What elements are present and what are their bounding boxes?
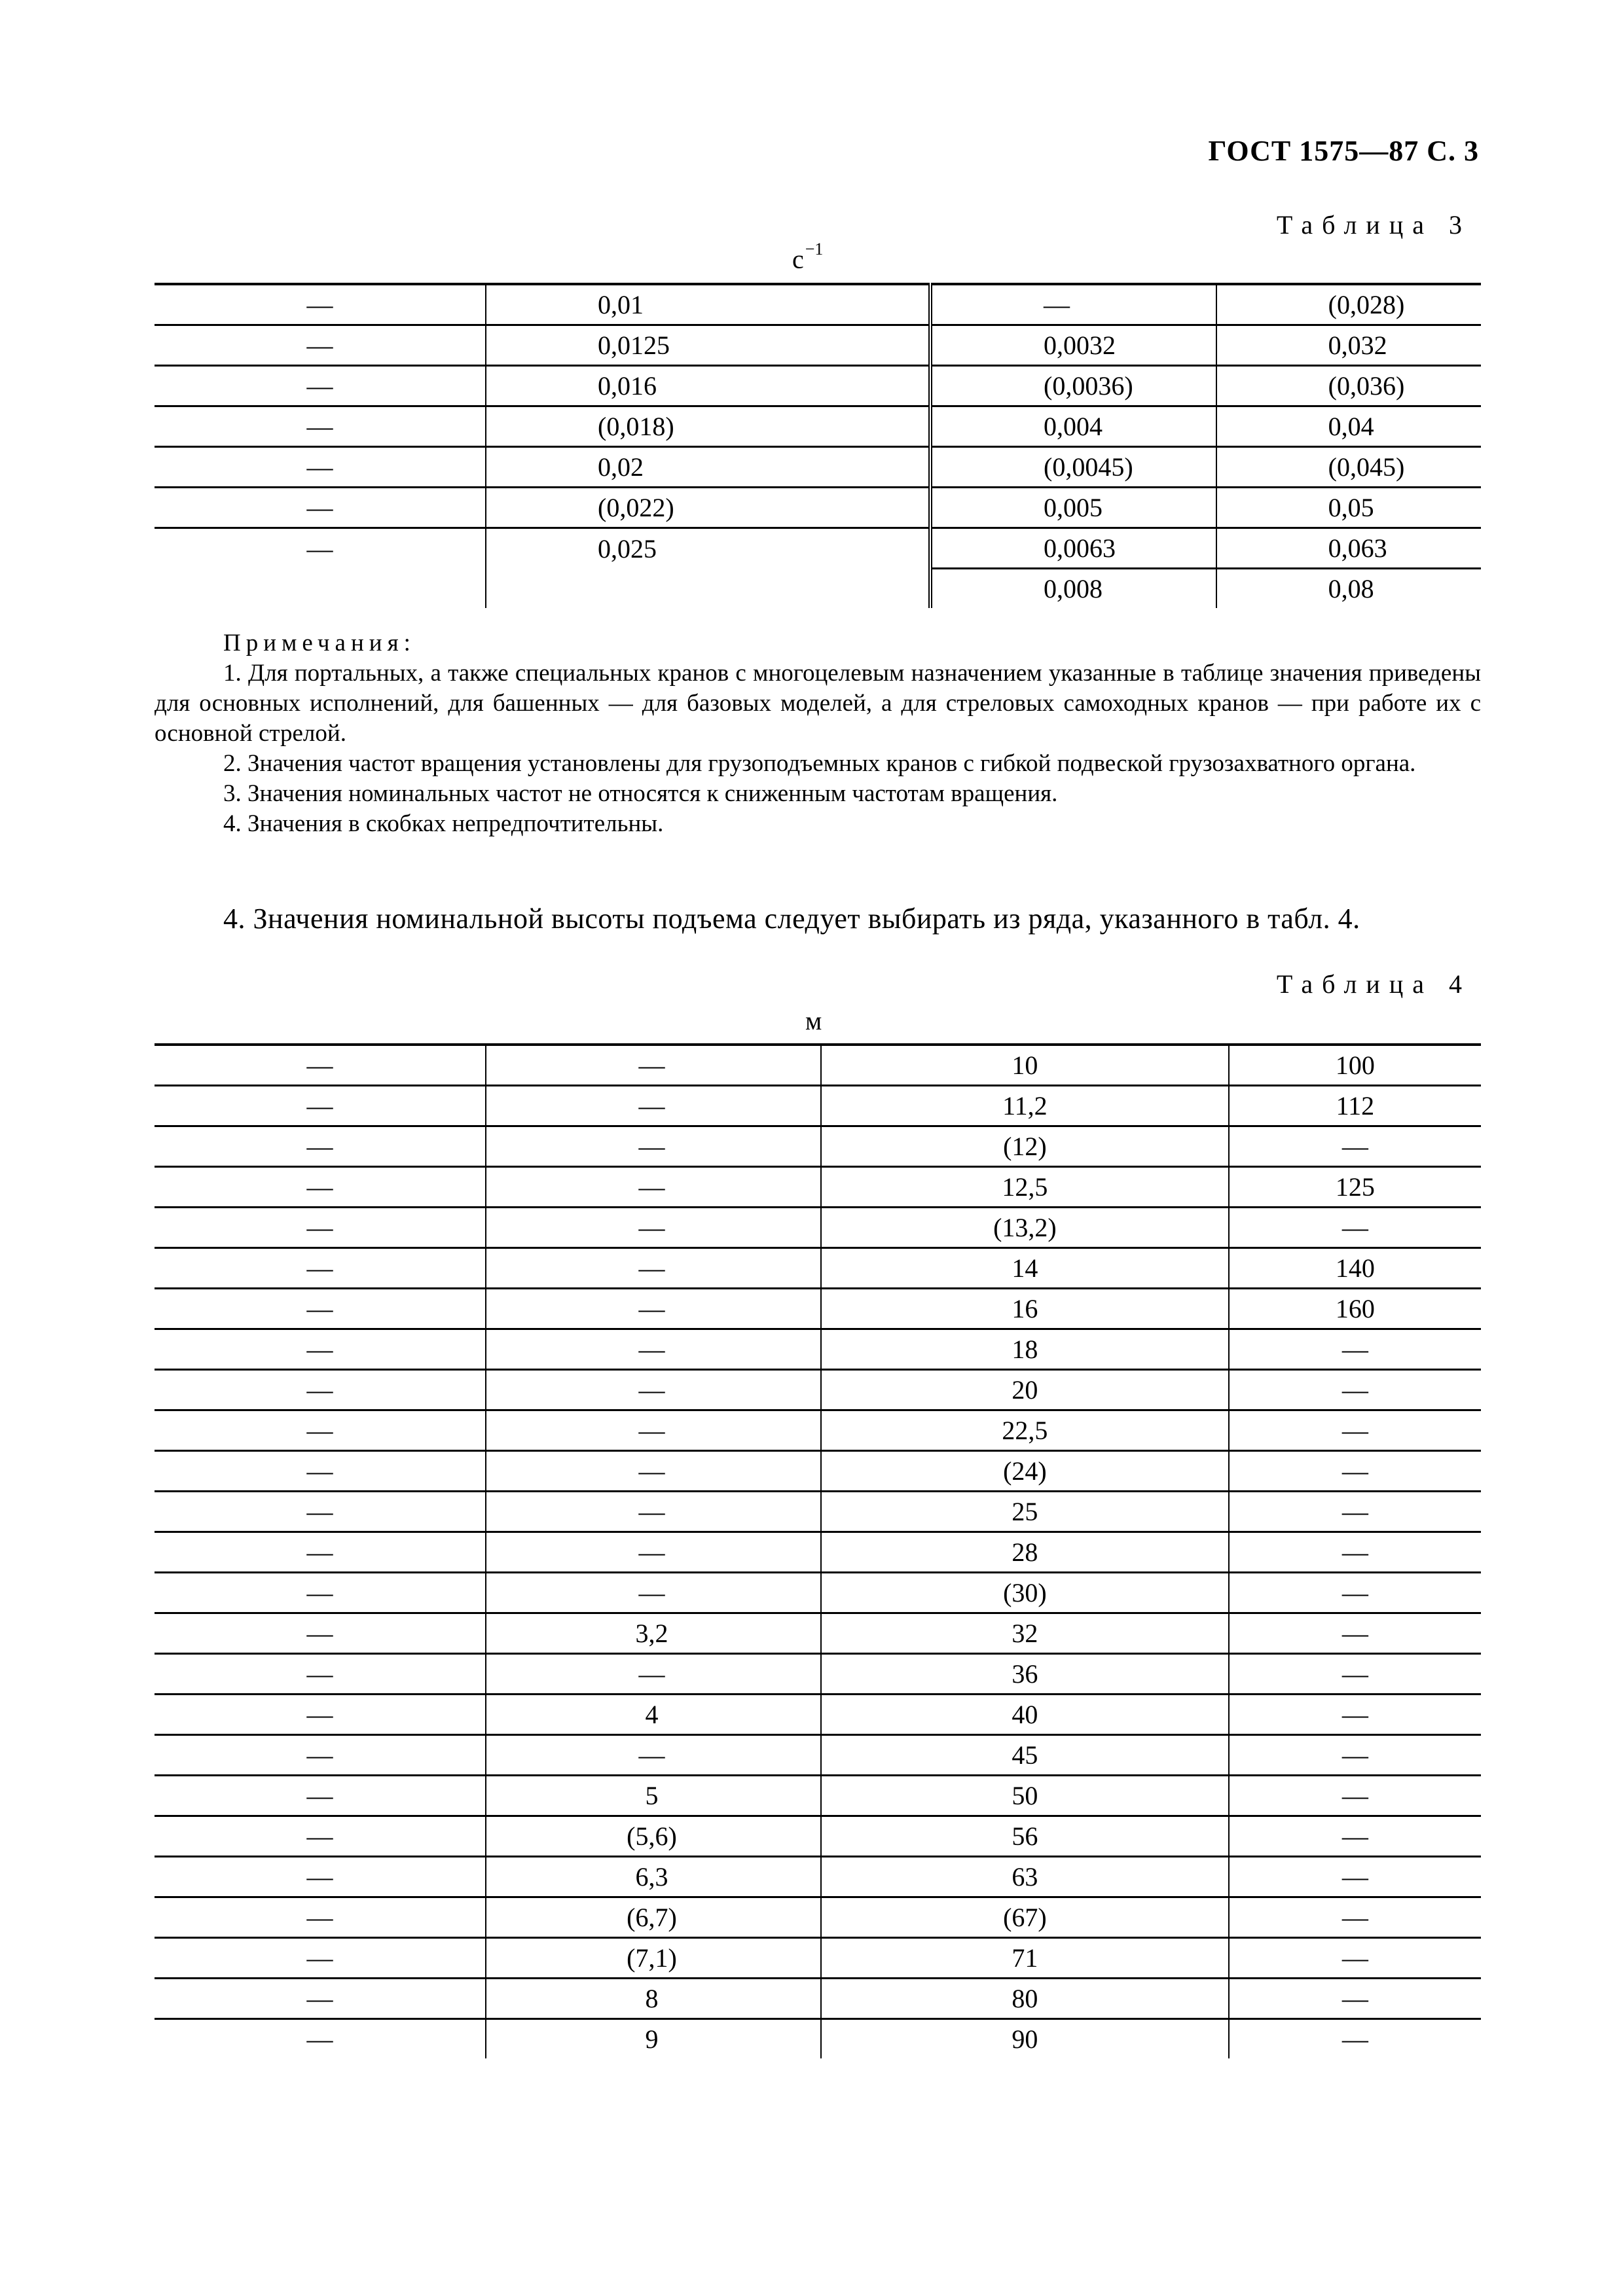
table-cell: — (1229, 1208, 1481, 1248)
table-cell: — (1229, 1126, 1481, 1167)
table-cell: — (155, 1208, 486, 1248)
table-row (155, 1532, 1481, 1573)
note-item: 1. Для портальных, а также специальных кранов с многоцелевым назначением указанные в таблице значения приведены для основных исполнений, для башенных — для базовых моделей, а для стреловых самоходных кранов — при работе их с основной стрелой. (155, 660, 1481, 747)
table-cell: (30) (821, 1573, 1229, 1613)
table-cell: 0,0032 (930, 325, 1216, 366)
table-cell: 11,2 (821, 1086, 1229, 1126)
table-row (155, 1329, 1481, 1370)
table-row (155, 1492, 1481, 1532)
table-cell: 20 (821, 1370, 1229, 1410)
table-row (155, 366, 1481, 406)
table-cell: 14 (821, 1248, 1229, 1289)
table-cell: — (155, 1979, 486, 2019)
table-cell: 0,005 (930, 488, 1216, 528)
table-cell: — (155, 1492, 486, 1532)
table3-unit (792, 240, 824, 274)
table-cell: (67) (821, 1897, 1229, 1938)
table-cell: 5 (486, 1776, 821, 1816)
table-cell: — (486, 1208, 821, 1248)
table-cell: — (155, 1938, 486, 1979)
table-row (155, 569, 1481, 609)
table-cell: — (486, 1289, 821, 1329)
table-cell: — (1229, 1695, 1481, 1735)
table-cell: 0,05 (1216, 488, 1481, 528)
table-cell: 0,0063 (930, 528, 1216, 569)
table-cell: — (1229, 1938, 1481, 1979)
table-cell: — (1229, 1532, 1481, 1573)
table-row (155, 1654, 1481, 1695)
table-cell: (5,6) (486, 1816, 821, 1857)
table-cell: (24) (821, 1451, 1229, 1492)
table3 (155, 283, 1481, 608)
table-cell: — (1229, 1410, 1481, 1451)
table-cell: — (1229, 1370, 1481, 1410)
table-cell: 0,008 (930, 569, 1216, 609)
table-row (155, 1410, 1481, 1451)
table-cell: 0,025 (486, 528, 930, 569)
table-cell: — (155, 1086, 486, 1126)
table-cell: — (155, 284, 486, 325)
note-item: 4. Значения в скобках непредпочтительны. (223, 810, 664, 837)
table-cell: 71 (821, 1938, 1229, 1979)
table-cell: — (1229, 1816, 1481, 1857)
table-cell: (0,0045) (930, 447, 1216, 488)
table-cell: — (486, 1086, 821, 1126)
table-cell: — (155, 1370, 486, 1410)
table-cell: 3,2 (486, 1613, 821, 1654)
table-cell: — (155, 447, 486, 488)
table-cell: (12) (821, 1126, 1229, 1167)
table-row (155, 1695, 1481, 1735)
table-cell: — (486, 1735, 821, 1776)
table-row (155, 1897, 1481, 1938)
table-cell: 112 (1229, 1086, 1481, 1126)
table-cell: — (155, 1451, 486, 1492)
table-row (155, 1289, 1481, 1329)
table-cell (155, 569, 486, 609)
table-cell: — (155, 1735, 486, 1776)
table-row (155, 1086, 1481, 1126)
table-cell: 8 (486, 1979, 821, 2019)
table-cell: (6,7) (486, 1897, 821, 1938)
table-row (155, 1816, 1481, 1857)
table-cell: — (155, 1613, 486, 1654)
table-cell: 0,016 (486, 366, 930, 406)
table-cell: 0,032 (1216, 325, 1481, 366)
notes-title: Примечания: (223, 630, 416, 656)
table-cell: (0,028) (1216, 284, 1481, 325)
table-cell: (0,022) (486, 488, 930, 528)
table-row (155, 2019, 1481, 2059)
table-cell: — (1341, 2024, 1368, 2054)
table-cell: — (155, 1167, 486, 1208)
table-cell: — (1229, 1613, 1481, 1654)
table-row (155, 1735, 1481, 1776)
table-cell: — (1229, 1654, 1481, 1695)
table-cell: 6,3 (486, 1857, 821, 1897)
table-cell: 80 (821, 1979, 1229, 2019)
table-cell: — (486, 1654, 821, 1695)
table-cell: — (486, 1329, 821, 1370)
table-cell: — (486, 1370, 821, 1410)
table-cell: — (1229, 1329, 1481, 1370)
table-cell: 56 (821, 1816, 1229, 1857)
table-row (155, 1167, 1481, 1208)
paragraph-4: 4. Значения номинальной высоты подъема следует выбирать из ряда, указанного в табл. 4. (223, 903, 1360, 935)
table-cell: — (155, 1289, 486, 1329)
table3-caption: Таблица 3 (1276, 210, 1471, 240)
table-cell: — (155, 1248, 486, 1289)
table-cell: — (1229, 1897, 1481, 1938)
table-cell: — (1229, 1857, 1481, 1897)
table-cell: — (155, 1816, 486, 1857)
table-row (155, 1857, 1481, 1897)
table-cell: 0,02 (486, 447, 930, 488)
page-header: ГОСТ 1575—87 С. 3 (1208, 135, 1479, 167)
table-cell: 50 (821, 1776, 1229, 1816)
table-cell: — (1229, 1776, 1481, 1816)
table-row (155, 1248, 1481, 1289)
table4 (155, 1043, 1481, 2058)
table-cell: — (155, 2019, 486, 2059)
table-cell: (0,018) (486, 406, 930, 447)
table4-caption: Таблица 4 (1276, 969, 1471, 999)
table-row (155, 1451, 1481, 1492)
table-row (155, 1938, 1481, 1979)
table-cell: 9 (486, 2019, 821, 2059)
table-cell: 40 (821, 1695, 1229, 1735)
table-cell: — (155, 1410, 486, 1451)
table-row (155, 1208, 1481, 1248)
table-row (155, 1045, 1481, 1086)
table-row (155, 284, 1481, 325)
table-row (155, 406, 1481, 447)
table-row (155, 1613, 1481, 1654)
table-cell: — (155, 1897, 486, 1938)
table-row (155, 1370, 1481, 1410)
table-cell: — (155, 1532, 486, 1573)
table-cell: — (1229, 1573, 1481, 1613)
table-cell: — (155, 366, 486, 406)
table-cell: — (486, 1410, 821, 1451)
table-cell: 0,01 (486, 284, 930, 325)
table-cell: — (155, 406, 486, 447)
table-cell: — (155, 1126, 486, 1167)
table-cell: 140 (1229, 1248, 1481, 1289)
table3-unit-base: с (792, 244, 804, 274)
table-cell: — (1229, 1492, 1481, 1532)
table-cell: (0,045) (1216, 447, 1481, 488)
table-cell: — (155, 1654, 486, 1695)
table-cell: 16 (821, 1289, 1229, 1329)
table-cell: — (155, 325, 486, 366)
table-cell: 22,5 (821, 1410, 1229, 1451)
table-cell: 90 (821, 2019, 1229, 2059)
table-cell: — (486, 1167, 821, 1208)
table-cell: (13,2) (821, 1208, 1229, 1248)
table-cell: 28 (821, 1532, 1229, 1573)
table-row (155, 528, 1481, 569)
table-cell (486, 569, 930, 609)
table-cell: 45 (821, 1735, 1229, 1776)
table-cell: — (1229, 1451, 1481, 1492)
table-cell: 100 (1229, 1045, 1481, 1086)
table-cell: 12,5 (821, 1167, 1229, 1208)
table-cell: — (486, 1573, 821, 1613)
note-item: 3. Значения номинальных частот не относятся к сниженным частотам вращения. (223, 780, 1058, 807)
table-row (155, 447, 1481, 488)
table-cell: 4 (486, 1695, 821, 1735)
table-cell: — (486, 1492, 821, 1532)
note-item: 2. Значения частот вращения установлены для грузоподъемных кранов с гибкой подвеской грузозахватного органа. (223, 750, 1416, 777)
table4-unit: м (805, 1006, 822, 1035)
table-cell: — (155, 1857, 486, 1897)
table-cell: — (1229, 1735, 1481, 1776)
table-cell: 10 (821, 1045, 1229, 1086)
notes-block (155, 628, 1481, 839)
table-cell: (0,0036) (930, 366, 1216, 406)
table-cell: — (1229, 1979, 1481, 2019)
table-cell: 0,0125 (486, 325, 930, 366)
table-row (155, 488, 1481, 528)
table-cell: 32 (821, 1613, 1229, 1654)
table-cell: 25 (821, 1492, 1229, 1532)
table-cell: 0,063 (1216, 528, 1481, 569)
table-row (155, 1776, 1481, 1816)
table-cell: 0,004 (930, 406, 1216, 447)
table-cell: (7,1) (486, 1938, 821, 1979)
table-cell: 63 (821, 1857, 1229, 1897)
table-cell: 125 (1229, 1167, 1481, 1208)
table-cell: — (155, 1776, 486, 1816)
table-cell: — (155, 528, 486, 569)
table-cell: 160 (1229, 1289, 1481, 1329)
table-row (155, 1573, 1481, 1613)
table-cell: — (486, 1045, 821, 1086)
table-cell: — (486, 1532, 821, 1573)
table-cell: 36 (821, 1654, 1229, 1695)
table-cell: (0,036) (1216, 366, 1481, 406)
table-cell: — (155, 1045, 486, 1086)
table-cell: 18 (821, 1329, 1229, 1370)
table-cell: — (155, 1329, 486, 1370)
table-cell: — (486, 1248, 821, 1289)
table-cell: — (155, 488, 486, 528)
table3-unit-exponent: −1 (805, 240, 824, 259)
table-cell: — (486, 1126, 821, 1167)
table-cell: — (155, 1695, 486, 1735)
table-cell: — (155, 1573, 486, 1613)
table-cell: 0,04 (1216, 406, 1481, 447)
table-cell: — (930, 284, 1216, 325)
table-cell: 0,08 (1328, 574, 1374, 603)
table-row (155, 1126, 1481, 1167)
table-cell: — (486, 1451, 821, 1492)
table-row (155, 325, 1481, 366)
table-row (155, 1979, 1481, 2019)
